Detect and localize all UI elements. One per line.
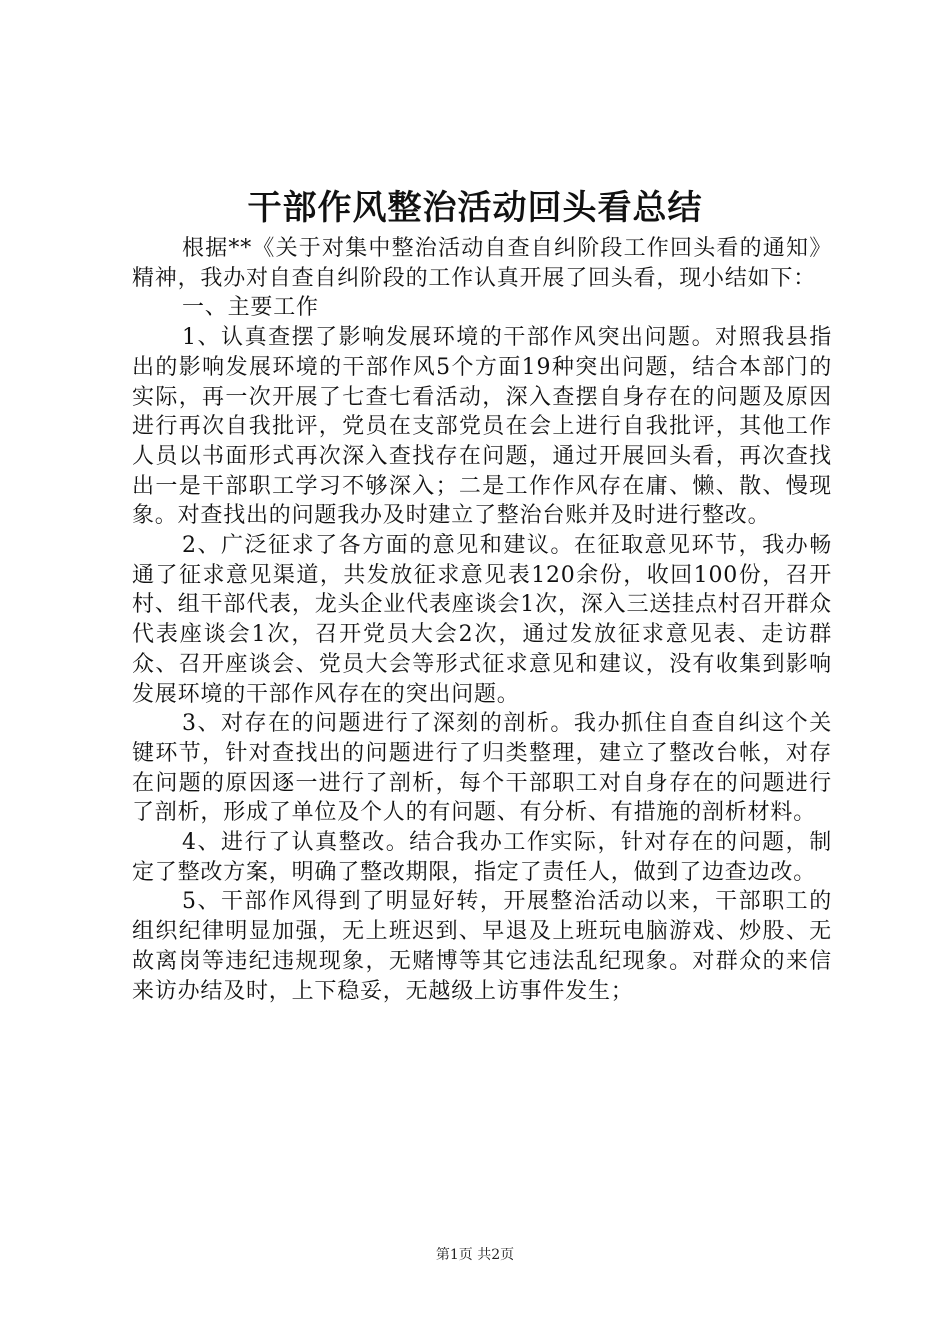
page-footer: 第1页 共2页 — [435, 1247, 515, 1263]
document-title: 干部作风整治活动回头看总结 — [247, 188, 703, 228]
paragraph-item-2: 2、广泛征求了各方面的意见和建议。在征取意见环节，我办畅通了征求意见渠道，共发放征求意见表120余份，收回100份，召开村、组干部代表，龙头企业代表座谈会1次，深入三送挂点村召开群众代表座谈会1次，召开党员大会2次，通过发放征求意见表、走访群众、召开座谈会、党员大会等形式征求意见和建议，没有收集到影响发展环境的干部作风存在的突出问题。 — [132, 533, 832, 707]
paragraph-item-3: 3、对存在的问题进行了深刻的剖析。我办抓住自查自纠这个关键环节，针对查找出的问题进行了归类整理，建立了整改台帐，对存在问题的原因逐一进行了剖析，每个干部职工对自身存在的问题进行了剖析，形成了单位及个人的有问题、有分析、有措施的剖析材料。 — [132, 711, 832, 826]
intro-paragraph: 根据**《关于对集中整治活动自查自纠阶段工作回头看的通知》精神，我办对自查自纠阶段的工作认真开展了回头看，现小结如下： — [132, 236, 832, 291]
paragraph-item-4: 4、进行了认真整改。结合我办工作实际，针对存在的问题，制定了整改方案，明确了整改期限，指定了责任人，做到了边查边改。 — [132, 830, 832, 885]
document-body — [132, 234, 832, 1006]
section-heading-main-work: 一、主要工作 — [182, 295, 319, 321]
paragraph-item-5: 5、干部作风得到了明显好转，开展整治活动以来，干部职工的组织纪律明显加强，无上班迟到、早退及上班玩电脑游戏、炒股、无故离岗等违纪违规现象，无赌博等其它违法乱纪现象。对群众的来信来访办结及时，上下稳妥，无越级上访事件发生； — [132, 889, 832, 1004]
paragraph-item-1: 1、认真查摆了影响发展环境的干部作风突出问题。对照我县指出的影响发展环境的干部作风5个方面19种突出问题，结合本部门的实际，再一次开展了七查七看活动，深入查摆自身存在的问题及原因进行再次自我批评，党员在支部党员在会上进行自我批评，其他工作人员以书面形式再次深入查找存在问题，通过开展回头看，再次查找出一是干部职工学习不够深入；二是工作作风存在庸、懒、散、慢现象。对查找出的问题我办及时建立了整治台账并及时进行整改。 — [132, 325, 832, 529]
